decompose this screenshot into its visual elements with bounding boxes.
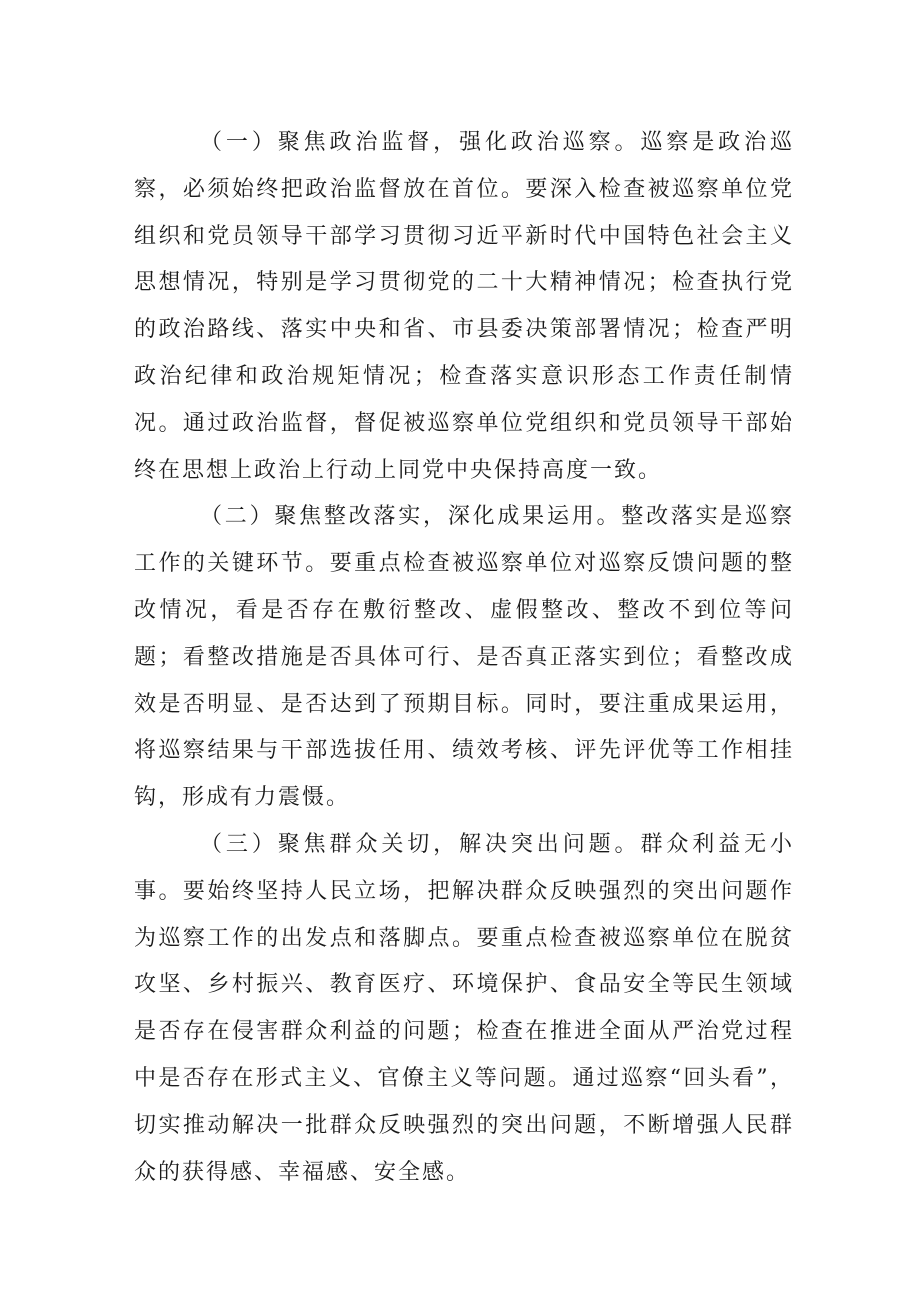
paragraph-political-supervision: （一）聚焦政治监督，强化政治巡察。巡察是政治巡察，必须始终把政治监督放在首位。要深入检查被巡察单位党组织和党员领导干部学习贯彻习近平新时代中国特色社会主义思想情况，特别是学习贯彻党的二十大精神情况；检查执行党的政治路线、落实中央和省、市县委决策部署情况；检查严明政治纪律和政治规矩情况；检查落实意识形态工作责任制情况。通过政治监督，督促被巡察单位党组织和党员领导干部始终在思想上政治上行动上同党中央保持高度一致。: [134, 130, 794, 483]
paragraph-rectification: （二）聚焦整改落实，深化成果运用。整改落实是巡察工作的关键环节。要重点检查被巡察单位对巡察反馈问题的整改情况，看是否存在敷衍整改、虚假整改、整改不到位等问题；看整改措施是否具体可行、是否真正落实到位；看整改成效是否明显、是否达到了预期目标。同时，要注重成果运用，将巡察结果与干部选拔任用、绩效考核、评先评优等工作相挂钩，形成有力震慑。: [134, 504, 794, 811]
paragraph-public-concerns: （三）聚焦群众关切，解决突出问题。群众利益无小事。要始终坚持人民立场，把解决群众反映强烈的突出问题作为巡察工作的出发点和落脚点。要重点检查被巡察单位在脱贫攻坚、乡村振兴、教育医疗、环境保护、食品安全等民生领域是否存在侵害群众利益的问题；检查在推进全面从严治党过程中是否存在形式主义、官僚主义等问题。通过巡察“回头看”，切实推动解决一批群众反映强烈的突出问题，不断增强人民群众的获得感、幸福感、安全感。: [134, 831, 794, 1185]
document-body: [134, 120, 794, 1196]
